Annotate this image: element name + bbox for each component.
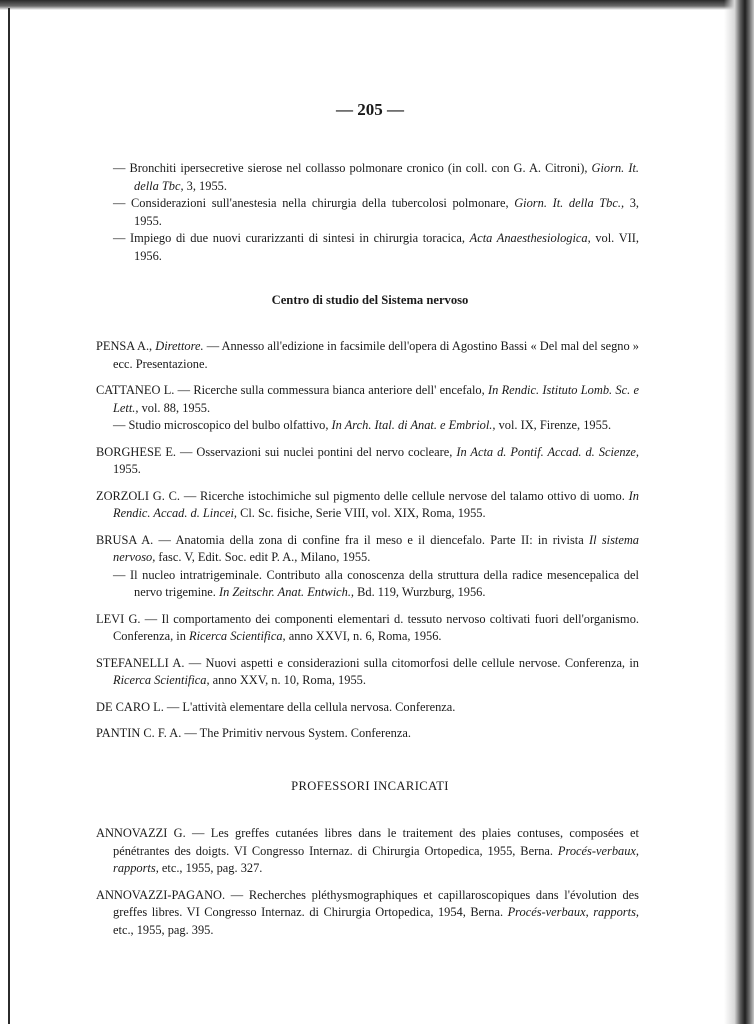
publication-entry: — Studio microscopico del bulbo olfattivo, In Arch. Ital. di Anat. e Embriol., vol. IX, Firenze, 1955. <box>113 418 612 432</box>
publication-entry: — Considerazioni sull'anestesia nella chirurgia della tubercolosi polmonare, Giorn. It. della Tbc., 3, 1955. <box>113 196 640 228</box>
publication-entry: — Impiego di due nuovi curarizzanti di sintesi in chirurgia toracica, Acta Anaesthesiologica, vol. VII, 1956. <box>113 231 639 263</box>
book-spine-edge <box>724 0 754 1024</box>
publication-entry: — Bronchiti ipersecretive sierose nel collasso polmonare cronico (in coll. con G. A. Citroni), Giorn. It. della Tbc, 3, 1955. <box>113 161 639 193</box>
centro-entries <box>96 338 639 743</box>
author-entry-annovazzi-pagano: ANNOVAZZI-PAGANO. — Recherches pléthysmographiques et capillaroscopiques dans l'évolution des greffes libres. VI Congresso Internaz. di Chirurgia Ortopedica, 1954, Berna. Procés-verbaux, rapports, etc., 1955, pag. 395. <box>96 887 639 937</box>
professori-entries <box>96 825 639 939</box>
author-entry-borghese: BORGHESE E. — Osservazioni sui nuclei pontini del nervo cocleare, In Acta d. Pontif. Accad. d. Scienze, 1955. <box>96 444 640 476</box>
author-entry-brusa: BRUSA A. — Anatomia della zona di confine fra il meso e il diencefalo. Parte II: in rivista Il sistema nervoso, fasc. V, Edit. Soc. edit P. A., Milano, 1955. <box>96 532 639 564</box>
scan-top-shadow <box>0 0 754 10</box>
page-left-border <box>8 8 10 1024</box>
author-entry-zorzoli: ZORZOLI G. C. — Ricerche istochimiche sul pigmento delle cellule nervose del talamo ottivo di uomo. In Rendic. Accad. d. Lincei, Cl. Sc. fisiche, Serie VIII, vol. XIX, Roma, 1955. <box>96 488 639 520</box>
author-entry-pensa: PENSA A., Direttore. — Annesso all'edizione in facsimile dell'opera di Agostino Bassi « Del mal del segno » ecc. Presentazione. <box>96 339 639 371</box>
author-entry-de-caro: DE CARO L. — L'attività elementare della cellula nervosa. Conferenza. <box>96 699 456 714</box>
publications-top <box>96 160 639 265</box>
author-entry-stefanelli: STEFANELLI A. — Nuovi aspetti e considerazioni sulla citomorfosi delle cellule nervose. Conferenza, in Ricerca Scientifica, anno XXV, n. 10, Roma, 1955. <box>96 655 640 687</box>
author-entry-cattaneo: CATTANEO L. — Ricerche sulla commessura bianca anteriore dell' encefalo, In Rendic. Istituto Lomb. Sc. e Lett., vol. 88, 1955. <box>96 383 639 415</box>
section-heading-professori: PROFESSORI INCARICATI <box>291 779 449 793</box>
author-entry-levi: LEVI G. — Il comportamento dei componenti elementari d. tessuto nervoso coltivati fuori dell'organismo. Conferenza, in Ricerca Scientifica, anno XXVI, n. 6, Roma, 1956. <box>96 611 639 643</box>
publication-entry: — Il nucleo intratrigeminale. Contributo alla conoscenza della struttura della radice mesencepalica del nervo trigemine. In Zeitschr. Anat. Entwich., Bd. 119, Wurzburg, 1956. <box>113 567 639 599</box>
page-number: — 205 — <box>336 100 404 119</box>
author-entry-annovazzi: ANNOVAZZI G. — Les greffes cutanées libres dans le traitement des plaies contuses, composées et pénétrantes des doigts. VI Congresso Internaz. di Chirurgia Ortopedica, 1955, Berna. Procés-verbaux, rapports, etc., 1955, pag. 327. <box>96 826 640 875</box>
section-heading-centro: Centro di studio del Sistema nervoso <box>271 293 469 307</box>
author-entry-pantin: PANTIN C. F. A. — The Primitiv nervous System. Conferenza. <box>96 726 411 740</box>
